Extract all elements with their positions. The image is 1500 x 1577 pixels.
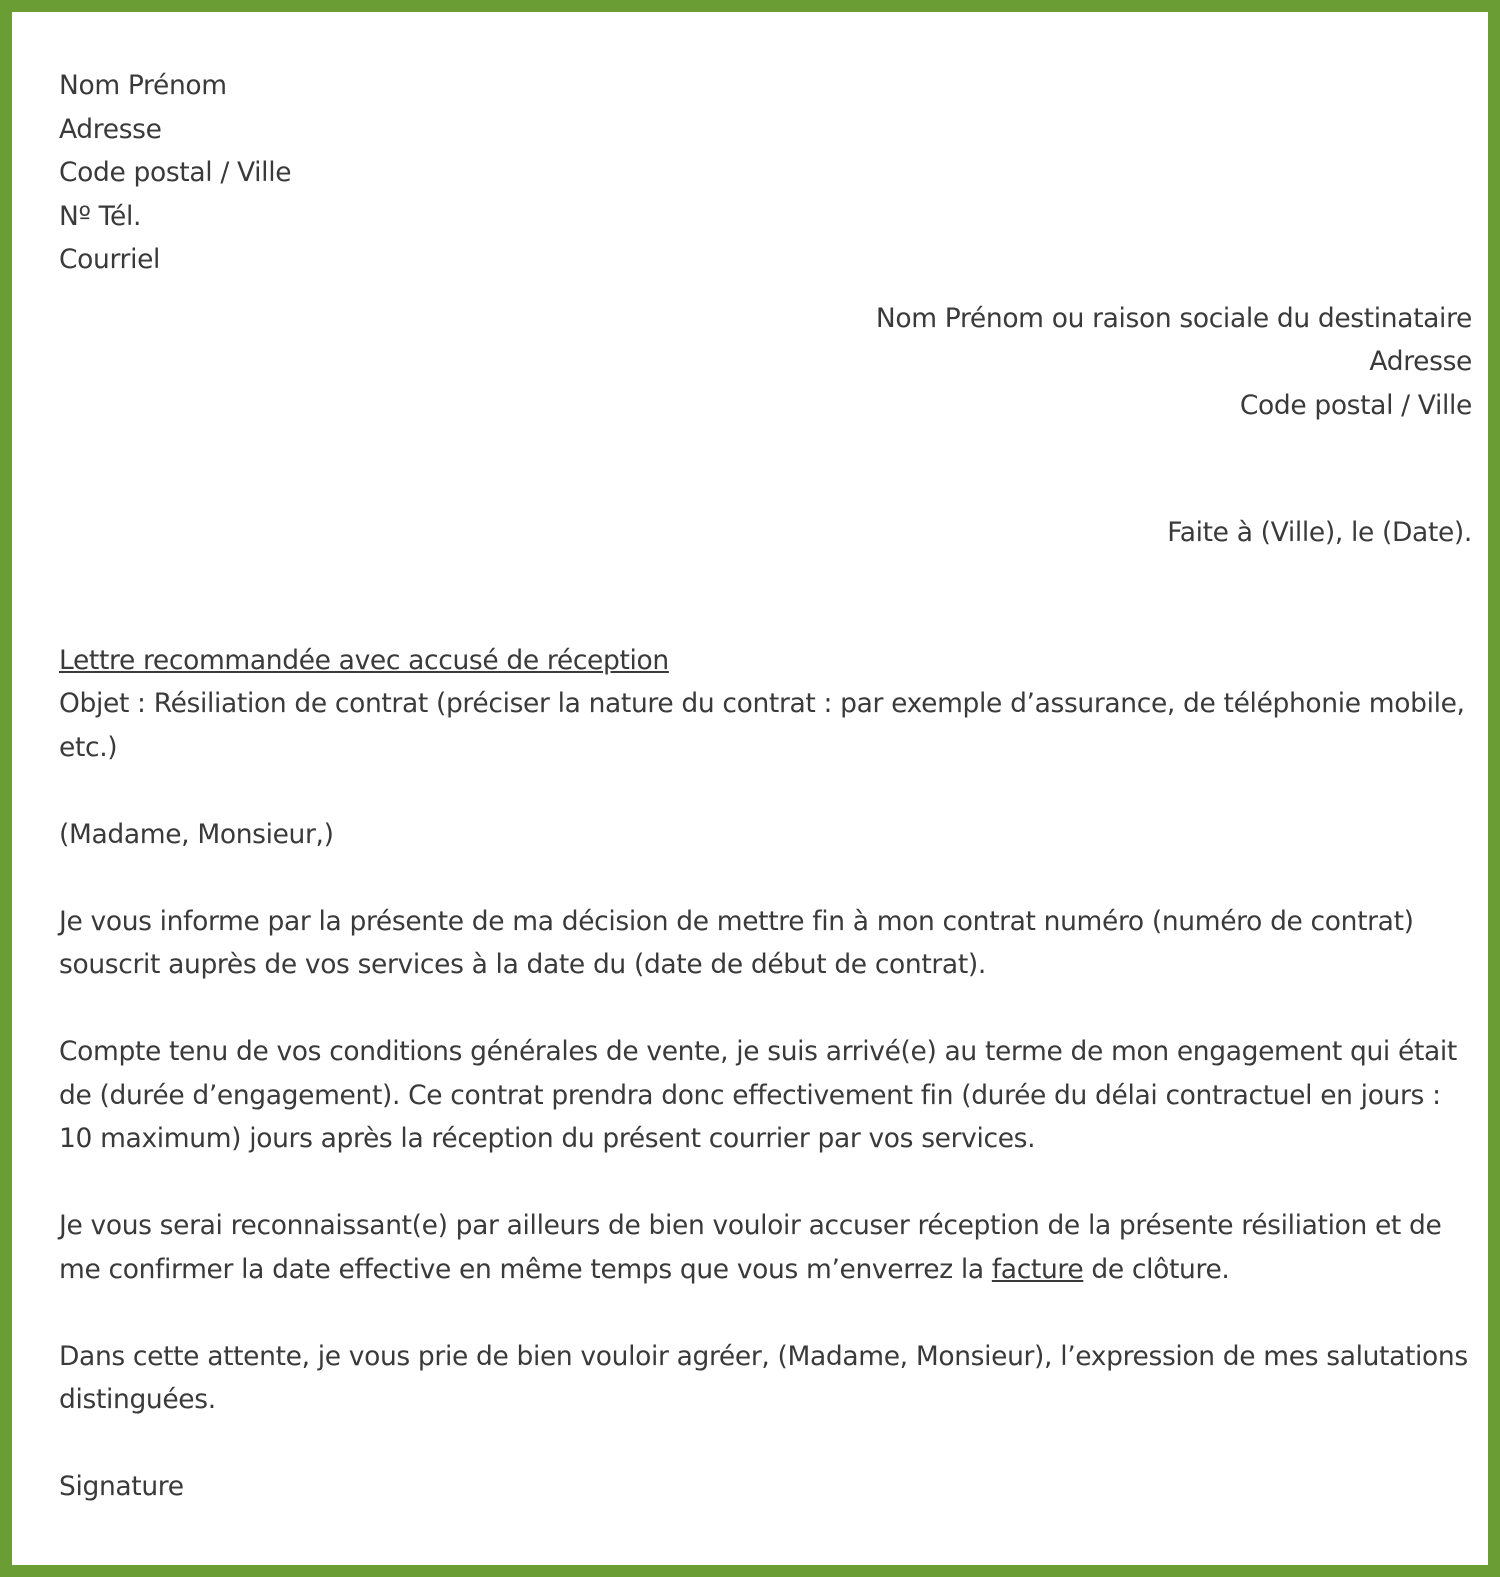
sender-address: Adresse	[59, 113, 162, 145]
sender-name: Nom Prénom	[59, 70, 227, 101]
paragraph-closing: Dans cette attente, je vous prie de bien vouloir agréer, (Madame, Monsieur), l’expression de mes salutations distinguées.	[59, 1340, 1468, 1415]
recipient-address: Adresse	[1369, 346, 1472, 377]
paragraph-decision: Je vous informe par la présente de ma décision de mettre fin à mon contrat numéro (numéro de contrat) souscrit auprès de vos services à la date du (date de début de contrat).	[59, 905, 1414, 980]
paragraph-acknowledgement-text: Je vous serai reconnaissant(e) par ailleurs de bien vouloir accuser réception de la présente résiliation et de me confirmer la date effective en même temps que vous m’enverrez la	[59, 1210, 1442, 1285]
sender-phone: Nº Tél.	[59, 200, 142, 232]
paragraph-terms: Compte tenu de vos conditions générales de vente, je suis arrivé(e) au terme de mon engagement qui était de (durée d’engagement). Ce contrat prendra donc effectivement fin (durée du délai contractuel en jours : 10 maximum) jours après la réception du présent courrier par vos services.	[59, 1036, 1457, 1154]
sender-block	[59, 64, 1472, 282]
date-line: Faite à (Ville), le (Date).	[1167, 517, 1472, 548]
recipient-name: Nom Prénom ou raison sociale du destinataire	[875, 302, 1472, 334]
recipient-city: Code postal / Ville	[1239, 389, 1472, 421]
paragraph-acknowledgement	[59, 1204, 1472, 1291]
invoice-link[interactable]: facture	[991, 1253, 1084, 1285]
delivery-mode: Lettre recommandée avec accusé de réception	[59, 644, 669, 676]
signature: Signature	[59, 1471, 184, 1502]
subject-line: Objet : Résiliation de contrat (préciser la nature du contrat : par exemple d’assurance, de téléphonie mobile, etc.)	[59, 688, 1465, 763]
salutation: (Madame, Monsieur,)	[59, 818, 334, 850]
paragraph-acknowledgement-end: de clôture.	[1083, 1253, 1230, 1285]
letter-body	[59, 64, 1472, 1509]
sender-email: Courriel	[59, 244, 161, 275]
recipient-block	[59, 297, 1472, 428]
sender-city: Code postal / Ville	[59, 157, 292, 188]
